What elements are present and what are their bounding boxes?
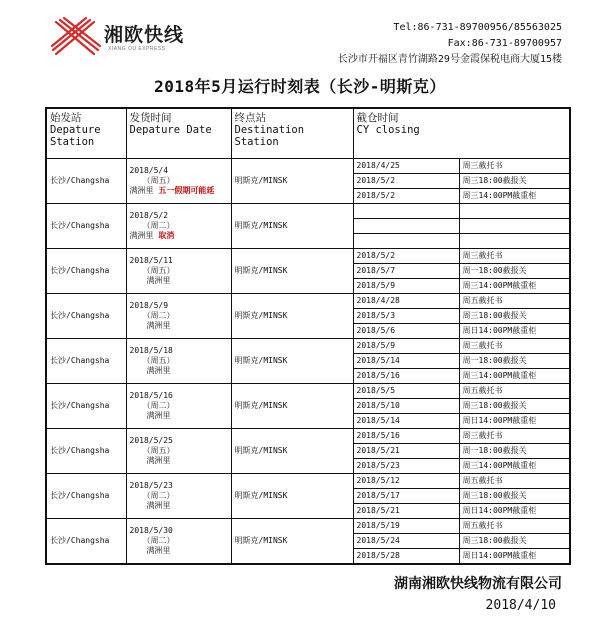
origin-cell: 长沙/Changsha — [46, 339, 126, 384]
departure-date: 2018/5/4 — [129, 166, 169, 175]
border-crossing-label: 满洲里 — [146, 276, 171, 285]
cy-desc-cell: 周五截托书 — [459, 519, 570, 534]
cy-desc-cell: 周三18:00截报关 — [459, 489, 570, 504]
cy-date-cell: 2018/5/12 — [353, 474, 459, 489]
departure-weekday: （周五） — [142, 266, 175, 275]
logo-subtitle: XIANG OU EXPRESS — [108, 46, 166, 52]
border-crossing-label: 满洲里 — [129, 186, 154, 195]
origin-cell: 长沙/Changsha — [46, 204, 126, 249]
origin-cell: 长沙/Changsha — [46, 519, 126, 565]
footer-date: 2018/4/10 — [485, 598, 556, 613]
cy-desc-cell: 周三14:00PM截重柜 — [459, 369, 570, 384]
cy-desc-cell: 周一18:00截报关 — [459, 444, 570, 459]
departure-date-cell — [126, 294, 231, 339]
border-crossing — [130, 321, 228, 331]
departure-weekday: （周二） — [142, 311, 175, 320]
departure-weekday: （周二） — [142, 401, 175, 410]
departure-weekday: （周五） — [142, 356, 175, 365]
departure-date: 2018/5/16 — [129, 391, 173, 400]
destination-cell: 明斯克/MINSK — [231, 339, 353, 384]
cy-desc-cell: 周三截托书 — [459, 159, 570, 174]
border-crossing — [130, 501, 228, 511]
departure-date-cell — [126, 159, 231, 204]
cy-date-cell: 2018/5/9 — [353, 339, 459, 354]
border-crossing-label: 满洲里 — [146, 321, 171, 330]
departure-date: 2018/5/18 — [129, 346, 173, 355]
page-title: 2018年5月运行时刻表（长沙-明斯克） — [154, 77, 446, 96]
cy-desc-cell: 周一18:00截报关 — [459, 354, 570, 369]
border-crossing-label: 满洲里 — [146, 546, 171, 555]
cy-date-cell: 2018/5/17 — [353, 489, 459, 504]
border-crossing — [130, 366, 228, 376]
cy-desc-cell: 周五截托书 — [459, 474, 570, 489]
cy-desc-cell: 周一18:00截报关 — [459, 264, 570, 279]
departure-weekday: （周五） — [142, 446, 175, 455]
table-header-row — [46, 108, 570, 159]
cy-date-cell: 2018/5/23 — [353, 459, 459, 474]
destination-cell: 明斯克/MINSK — [231, 249, 353, 294]
cy-date-cell: 2018/5/16 — [353, 369, 459, 384]
schedule-subrow — [46, 339, 570, 354]
schedule-subrow — [46, 294, 570, 309]
cy-date-cell: 2018/5/2 — [353, 174, 459, 189]
header-cy-closing: 截仓时间 CY closing — [353, 108, 570, 159]
schedule-subrow — [46, 519, 570, 534]
cy-desc-cell: 周日14:00PM截重柜 — [459, 414, 570, 429]
destination-cell: 明斯克/MINSK — [231, 429, 353, 474]
cy-date-cell — [353, 204, 459, 219]
origin-cell: 长沙/Changsha — [46, 159, 126, 204]
cy-date-cell: 2018/5/7 — [353, 264, 459, 279]
destination-cell: 明斯克/MINSK — [231, 519, 353, 565]
border-crossing-label: 满洲里 — [146, 501, 171, 510]
origin-cell: 长沙/Changsha — [46, 429, 126, 474]
origin-cell: 长沙/Changsha — [46, 294, 126, 339]
border-crossing — [130, 456, 228, 466]
cy-desc-cell: 周三截托书 — [459, 429, 570, 444]
departure-date-cell — [126, 339, 231, 384]
destination-cell: 明斯克/MINSK — [231, 474, 353, 519]
schedule-table — [45, 107, 571, 565]
cy-date-cell: 2018/4/25 — [353, 159, 459, 174]
cy-desc-cell: 周日14:00PM截重柜 — [459, 504, 570, 519]
contact-info — [338, 20, 562, 68]
header-destination: 终点站 Destination Station — [231, 108, 353, 159]
schedule-note: 取消 — [158, 231, 175, 240]
cy-desc-cell — [459, 204, 570, 219]
border-crossing — [130, 186, 228, 196]
cy-desc-cell: 周三14:00PM截重柜 — [459, 459, 570, 474]
cy-desc-cell: 周三截托书 — [459, 339, 570, 354]
cy-date-cell: 2018/5/9 — [353, 279, 459, 294]
logo-mark-icon — [50, 14, 102, 62]
departure-date-cell — [126, 204, 231, 249]
departure-date: 2018/5/11 — [129, 256, 173, 265]
schedule-subrow — [46, 249, 570, 264]
destination-cell: 明斯克/MINSK — [231, 384, 353, 429]
departure-weekday: （周二） — [142, 536, 175, 545]
cy-date-cell: 2018/5/16 — [353, 429, 459, 444]
border-crossing — [130, 276, 228, 286]
cy-date-cell — [353, 219, 459, 234]
cy-date-cell: 2018/5/21 — [353, 504, 459, 519]
schedule-subrow — [46, 159, 570, 174]
border-crossing-label: 满洲里 — [129, 231, 154, 240]
cy-date-cell: 2018/5/14 — [353, 354, 459, 369]
fax-line: Fax:86-731-89700957 — [447, 38, 562, 49]
border-crossing-label: 满洲里 — [146, 456, 171, 465]
departure-weekday: （周五） — [142, 176, 175, 185]
destination-cell: 明斯克/MINSK — [231, 294, 353, 339]
schedule-subrow — [46, 474, 570, 489]
schedule-note: 五一假期可能延 — [158, 186, 215, 195]
cy-date-cell: 2018/5/10 — [353, 399, 459, 414]
departure-date: 2018/5/23 — [129, 481, 173, 490]
cy-date-cell: 2018/5/19 — [353, 519, 459, 534]
departure-date: 2018/5/2 — [129, 211, 169, 220]
border-crossing-label: 满洲里 — [146, 411, 171, 420]
destination-cell: 明斯克/MINSK — [231, 159, 353, 204]
border-crossing-label: 满洲里 — [146, 366, 171, 375]
departure-weekday: （周二） — [142, 491, 175, 500]
cy-date-cell: 2018/5/3 — [353, 309, 459, 324]
company-logo — [50, 14, 220, 62]
cy-date-cell: 2018/5/5 — [353, 384, 459, 399]
border-crossing — [130, 231, 228, 241]
cy-desc-cell: 周五截托书 — [459, 384, 570, 399]
departure-date-cell — [126, 519, 231, 565]
cy-desc-cell: 周三14:00PM截重柜 — [459, 279, 570, 294]
border-crossing — [130, 546, 228, 556]
cy-date-cell: 2018/5/6 — [353, 324, 459, 339]
departure-date-cell — [126, 249, 231, 294]
origin-cell: 长沙/Changsha — [46, 474, 126, 519]
origin-cell: 长沙/Changsha — [46, 384, 126, 429]
cy-date-cell: 2018/5/21 — [353, 444, 459, 459]
destination-cell: 明斯克/MINSK — [231, 204, 353, 249]
cy-date-cell: 2018/5/2 — [353, 249, 459, 264]
cy-date-cell: 2018/4/28 — [353, 294, 459, 309]
cy-desc-cell: 周三14:00PM截重柜 — [459, 189, 570, 204]
cy-desc-cell: 周三18:00截报关 — [459, 309, 570, 324]
header-date: 发货时间 Depature Date — [126, 108, 231, 159]
cy-desc-cell: 周五截托书 — [459, 294, 570, 309]
logo-name: 湘欧快线 — [104, 24, 185, 46]
cy-date-cell: 2018/5/14 — [353, 414, 459, 429]
cy-date-cell: 2018/5/28 — [353, 549, 459, 565]
footer-company: 湖南湘欧快线物流有限公司 — [394, 576, 562, 592]
schedule-subrow — [46, 429, 570, 444]
border-crossing — [130, 411, 228, 421]
cy-desc-cell: 周日14:00PM截重柜 — [459, 324, 570, 339]
departure-date: 2018/5/9 — [129, 301, 169, 310]
cy-desc-cell: 周三18:00截报关 — [459, 399, 570, 414]
cy-desc-cell — [459, 234, 570, 249]
departure-date-cell — [126, 384, 231, 429]
header-origin: 始发站 Depature Station — [46, 108, 126, 159]
departure-weekday: （周二） — [142, 221, 175, 230]
schedule-subrow — [46, 384, 570, 399]
cy-desc-cell: 周三截托书 — [459, 249, 570, 264]
tel-line: Tel:86-731-89700956/85563025 — [393, 22, 562, 33]
cy-desc-cell: 周日14:00PM截重柜 — [459, 549, 570, 565]
schedule-subrow — [46, 204, 570, 219]
address-line: 长沙市开福区青竹湖路29号金霞保税电商大厦15楼 — [337, 54, 562, 65]
departure-date: 2018/5/30 — [129, 526, 173, 535]
departure-date: 2018/5/25 — [129, 436, 173, 445]
departure-date-cell — [126, 429, 231, 474]
departure-date-cell — [126, 474, 231, 519]
cy-desc-cell: 周三18:00截报关 — [459, 534, 570, 549]
cy-desc-cell — [459, 219, 570, 234]
cy-date-cell: 2018/5/24 — [353, 534, 459, 549]
cy-date-cell — [353, 234, 459, 249]
origin-cell: 长沙/Changsha — [46, 249, 126, 294]
cy-date-cell: 2018/5/2 — [353, 189, 459, 204]
cy-desc-cell: 周三18:00截报关 — [459, 174, 570, 189]
